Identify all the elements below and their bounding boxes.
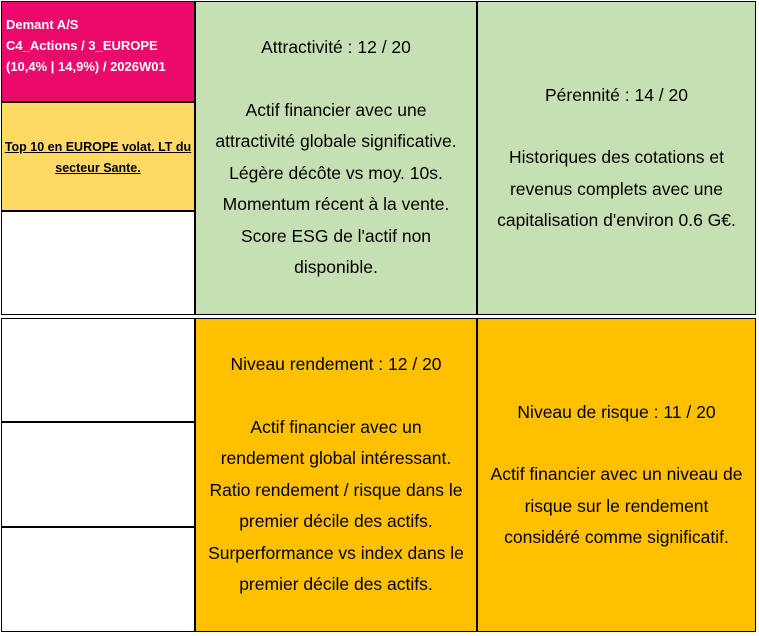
asset-volatility-period: (10,4% | 14,9%) / 2026W01 — [6, 59, 166, 74]
empty-cell-4 — [1, 527, 195, 632]
asset-info-cell — [1, 1, 195, 102]
risque-panel — [477, 318, 756, 632]
empty-cell-2 — [1, 318, 195, 422]
attractivite-score: Attractivité : 12 / 20 — [261, 37, 411, 58]
attractivite-panel — [195, 1, 477, 315]
empty-cell-3 — [1, 422, 195, 527]
risque-text: Actif financier avec un niveau de risque sur le rendement considéré comme significatif. — [490, 464, 743, 547]
attractivite-text: Actif financier avec une attractivité globale significative. Légère décôte vs moy. 10s. Momentum récent à la vente. Score ESG de l'actif non disponible. — [215, 99, 457, 278]
asset-category: C4_Actions / 3_EUROPE — [6, 38, 158, 53]
ranking-note-cell — [1, 102, 195, 211]
perennite-text: Historiques des cotations et revenus complets avec une capitalisation d'environ 0.6 G€. — [497, 147, 736, 230]
perennite-panel — [477, 1, 756, 315]
rendement-panel — [195, 318, 477, 632]
risque-score: Niveau de risque : 11 / 20 — [517, 401, 716, 422]
rendement-score: Niveau rendement : 12 / 20 — [230, 354, 442, 375]
empty-cell-1 — [1, 211, 195, 315]
perennite-score: Pérennité : 14 / 20 — [544, 84, 689, 105]
asset-name: Demant A/S — [6, 17, 79, 32]
rendement-text: Actif financier avec un rendement global intéressant. Ratio rendement / risque dans le premier décile des actifs. Surperformance vs index dans le premier décile des actifs. — [208, 416, 464, 595]
ranking-note: Top 10 en EUROPE volat. LT du secteur Sante. — [4, 140, 192, 175]
